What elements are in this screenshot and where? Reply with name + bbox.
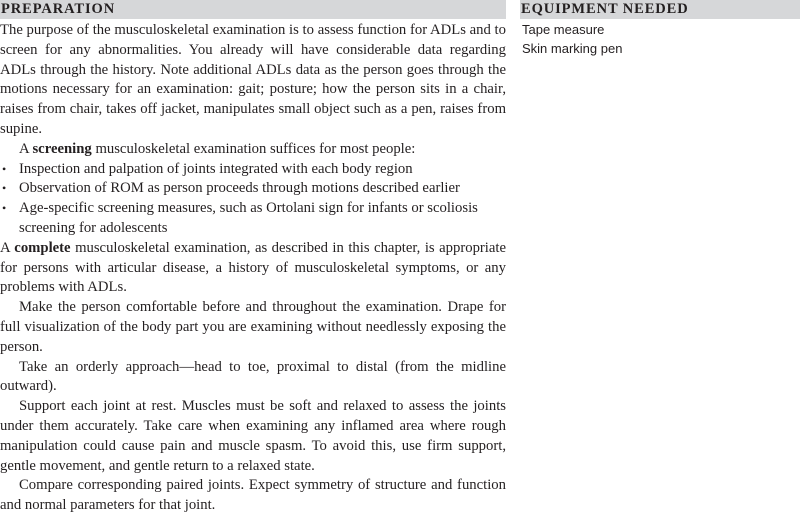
screening-paragraph bbox=[0, 140, 506, 160]
support-paragraph: Support each joint at rest. Muscles must be soft and relaxed to assess the joints under them accurately. Take care when examining any inflamed area where rough manipulation could cause pain and muscle spasm. To avoid this, use firm support, gentle movement, and gentle return to a relaxed state. bbox=[0, 398, 506, 474]
equipment-item: Skin marking pen bbox=[522, 41, 623, 56]
complete-pre: A bbox=[0, 239, 15, 256]
complete-paragraph bbox=[0, 239, 506, 298]
screening-post: musculoskeletal examination suffices for most people: bbox=[91, 140, 416, 157]
complete-post: musculoskeletal examination, as described in this chapter, is appropriate for persons with articular disease, a history of musculoskeletal symptoms, or any problems with ADLs. bbox=[0, 239, 507, 296]
bullet-item bbox=[0, 160, 506, 180]
compare-paragraph: Compare corresponding paired joints. Expect symmetry of structure and function and normal parameters for that joint. bbox=[0, 477, 506, 514]
preparation-heading: PREPARATION bbox=[0, 0, 506, 19]
screening-bullet-list bbox=[0, 160, 506, 239]
preparation-body bbox=[0, 21, 506, 516]
equipment-section bbox=[520, 0, 800, 58]
bullet-icon: • bbox=[2, 161, 7, 176]
bullet-item bbox=[0, 179, 506, 199]
orderly-paragraph: Take an orderly approach—head to toe, proximal to distal (from the midline outward). bbox=[0, 358, 506, 395]
bullet-icon: • bbox=[2, 181, 7, 196]
bullet-text: Inspection and palpation of joints integrated with each body region bbox=[19, 160, 413, 177]
bullet-text: Age-specific screening measures, such as Ortolani sign for infants or scoliosis screening for adolescents bbox=[19, 200, 478, 236]
bullet-icon: • bbox=[2, 201, 7, 216]
intro-paragraph: The purpose of the musculoskeletal examination is to assess function for ADLs and to screen for any abnormalities. You already will have considerable data regarding ADLs through the history. Note additional ADLs data as the person goes through the motions necessary for an examination: gait; posture; how the person sits in a chair, raises from chair, takes off jacket, manipulates small object such as a pen, raises from supine. bbox=[0, 22, 506, 137]
screening-bold: screening bbox=[32, 140, 92, 157]
bullet-item bbox=[0, 199, 506, 239]
bullet-text: Observation of ROM as person proceeds through motions described earlier bbox=[19, 180, 460, 197]
complete-bold: complete bbox=[14, 239, 71, 256]
comfort-paragraph: Make the person comfortable before and throughout the examination. Drape for full visualization of the body part you are examining without needlessly exposing the person. bbox=[0, 299, 506, 355]
equipment-item: Tape measure bbox=[522, 22, 605, 37]
screening-pre: A bbox=[19, 140, 33, 157]
equipment-list bbox=[520, 20, 800, 58]
equipment-heading: EQUIPMENT NEEDED bbox=[520, 0, 800, 19]
